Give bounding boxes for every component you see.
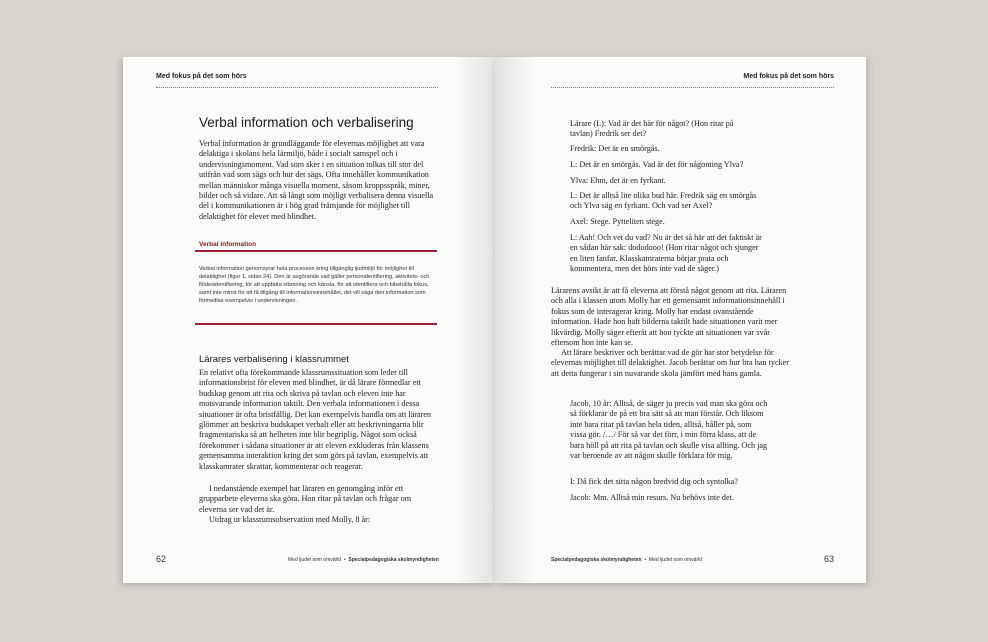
footer-book-title: Med ljudet som omvärld — [648, 557, 702, 563]
header-dotted-rule — [156, 87, 438, 88]
gutter-shadow — [455, 57, 495, 583]
footer-separator: • — [644, 557, 647, 563]
interview-quote: Jacob, 10 år: Alltså, de säger ju precis vad man ska göra och så förklarar de på ett bra sätt så att man förstår. Och liksom inte bara ritar på tavlan hela tiden, alltså, håller på, som vissa gör. /…/ För så var det förr, i min förra klass, att de bara höll på att rita på tavlan och skulle visa allting. Och jag var beroende av att någon skulle förklara för mig. — [570, 399, 768, 461]
footer-separator: • — [343, 557, 346, 563]
body-paragraph-2: I nedanstående exempel har läraren en genomgång inför ett grupparbete eleverna ska göra. Hon ritar på tavlan och frågar om eleverna ser vad det är. — [199, 484, 412, 514]
box-heading: Verbal information — [199, 241, 257, 248]
box-text: Verbal information genomsyrar hela processen kring tillgänglig ljudmiljö för möjlighet till delaktighet (figur 1, sidan 24). Den är avgörande vad gäller personidentifiering, aktivitets- och flödesidentifiering, för att uppfatta stämning och känsla, för att identifiera och bibehålla fokus, samt inte minst för att få tillgång till informationsinnehållet, det vill säga den information som förmedlas exempelvis i undervisningen. — [199, 266, 430, 304]
page-number: 63 — [823, 554, 834, 564]
body-paragraph: Lärarens avsikt är att få eleverna att förstå något genom att rita. Läraren och alla i klassen utom Molly har ett gemensamt informationsinnehåll i fokus som de interagerar kring. Molly har endast ovanstående information. Hade hon haft bilderna taktilt hade situationen varit mer likvärdig. Molly säger efteråt att hon tyckte att situationen var svår eftersom hon inte kan se. — [551, 286, 787, 348]
page-number: 62 — [156, 554, 167, 564]
gutter-shadow — [495, 57, 535, 583]
dialogue-line: Ylva: Ehm, det är en fyrkant. — [570, 176, 666, 185]
box-top-rule — [195, 250, 437, 252]
section-subheading: Lärares verbalisering i klassrummet — [199, 354, 349, 365]
running-head: Med fokus på det som hörs — [156, 73, 247, 80]
dialogue-line: Lärare (L): Vad är det här för något? (Hon ritar på tavlan) Fredrik ser det? — [570, 119, 734, 139]
left-page — [123, 57, 495, 583]
body-paragraph-2: Att lärare beskriver och berättar vad de gör har stor betydelse för elevernas möjlighet till delaktighet. Jacob berättar om hur bra han tycker att detta fungerar i sin nuvarande skola jämfört med hans gamla. — [551, 348, 790, 378]
footer-publisher: Specialpedagogiska skolmyndigheten — [551, 557, 642, 563]
header-dotted-rule — [551, 87, 834, 88]
dialogue-line: L: Aah! Och vet du vad? Nu är det så här att det faktiskt är en sådan här sak: dododooo! (Hon ritar något och sjunger en liten fanfar. Klasskamraterna börjar prata och kommentera, men det hörs inte vad de säger.) — [570, 233, 762, 274]
dialogue-line: L: Det är alltså lite olika bud här. Fredrik säg en smörgås och Ylva säg en fyrkant. Och vad ser Axel? — [570, 191, 757, 211]
footer-publisher: Specialpedagogiska skolmyndigheten — [348, 557, 439, 563]
page-footer — [551, 557, 702, 563]
body-paragraph: En relativt ofta förekommande klassrumssituation som leder till informationsbrist för eleven med blindhet, är då lärare förmedlar ett budskap genom att rita och skriva på tavlan och eleven inte har motsvarande information taktilt. Den verbala informationen i dessa situationer är ofta bristfällig. Det kan exempelvis handla om att läraren glömmer att beskriva budskapet verbalt eller att beskrivningarna blir fragmentariska så att helheten inte blir begriplig. Något som också förekommer i sådana situationer är att eleven exkluderas från klassens gemensamma interaktion kring det som görs på tavlan, exempelvis att klasskamrater skrattar, kommenterar och reagerar. — [199, 368, 432, 471]
dialogue-line: L: Det är en smörgås. Vad är det för någonting Ylva? — [570, 160, 744, 169]
running-head: Med fokus på det som hörs — [743, 73, 834, 80]
dialogue-line: Fredrik: Det är en smörgås. — [570, 144, 660, 153]
footer-book-title: Med ljudet som omvärld — [288, 557, 342, 563]
dialogue-line: Axel: Stege. Pytteliten stege. — [570, 217, 665, 226]
box-bottom-rule — [195, 323, 437, 325]
interview-line: Jacob: Mm. Alltså min resurs. Nu behövs inte det. — [570, 493, 734, 502]
page-title: Verbal information och verbalisering — [199, 115, 414, 130]
intro-paragraph: Verbal information är grundläggande för elevernas möjlighet att vara delaktiga i skolans hela lärmiljö, både i socialt samspel och i undervisningsmoment. Vad som sker i en situation tolkas till stor del utifrån vad som sägs och hur det sägs. Ofta innehåller kommunikation mellan människor många visuella moment, såsom kroppsspråk, miner, bilder och så vidare. Att så långt som möjligt verbalisera denna visuella del i kommunikationen är i hög grad främjande för möjlighet till delaktighet för elever med blindhet. — [199, 139, 434, 221]
page-footer — [288, 557, 439, 563]
interview-line: I: Då fick det sitta någon bredvid dig och syntolka? — [570, 477, 739, 486]
right-page — [495, 57, 866, 583]
body-paragraph-3: Utdrag ur klassrumsobservation med Molly, 8 år: — [209, 515, 371, 524]
